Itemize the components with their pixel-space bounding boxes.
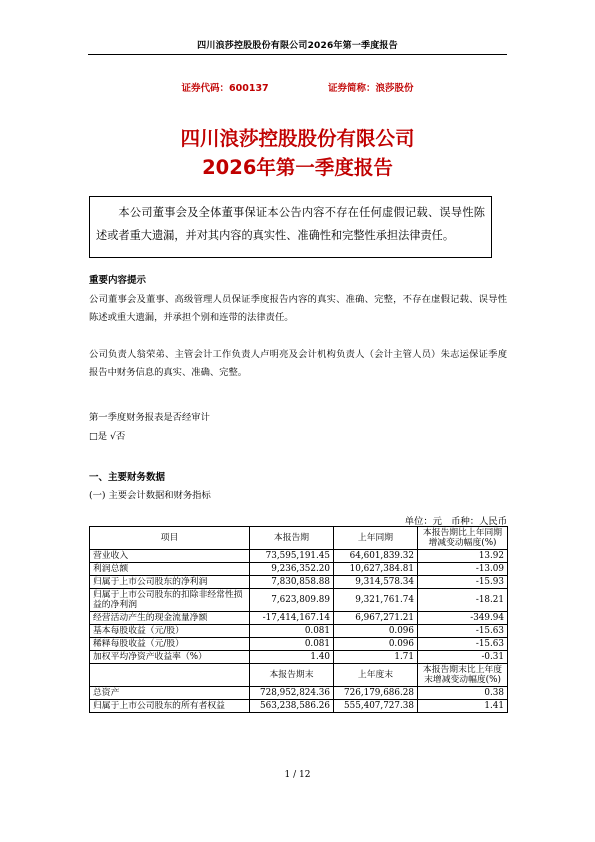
table-row bbox=[90, 651, 508, 664]
important-para-1: 公司董事会及董事、高级管理人员保证季度报告内容的真实、准确、完整，不存在虚假记载、误导性陈述或重大遗漏，并承担个别和连带的法律责任。 bbox=[89, 294, 507, 323]
table-header-cell: 上年同期 bbox=[334, 527, 418, 550]
table-cell: 728,952,824.36 bbox=[250, 687, 334, 700]
report-title-period: 2026年第一季度报告 bbox=[202, 156, 393, 179]
table-row bbox=[90, 625, 508, 638]
report-title-company: 四川浪莎控股股份有限公司 bbox=[180, 127, 415, 150]
table-cell: -15.63 bbox=[418, 625, 508, 638]
table-cell: 归属于上市公司股东的净利润 bbox=[90, 576, 250, 589]
table-cell: 563,238,586.26 bbox=[250, 700, 334, 713]
table-cell: 726,179,686.28 bbox=[334, 687, 418, 700]
important-heading: 重要内容提示 bbox=[89, 275, 147, 286]
board-notice: 本公司董事会及全体董事保证本公告内容不存在任何虚假记载、误导性陈述或者重大遗漏，并对其内容的真实性、准确性和完整性承担法律责任。 bbox=[89, 196, 492, 258]
table-cell: 64,601,839.32 bbox=[334, 550, 418, 563]
table-cell: 1.41 bbox=[418, 700, 508, 713]
table-cell: 归属于上市公司股东的扣除非经常性损益的净利润 bbox=[90, 589, 250, 612]
table-header-cell: 本报告期 bbox=[250, 527, 334, 550]
table-header-row bbox=[90, 664, 508, 687]
security-info bbox=[0, 80, 595, 94]
audit-question: 第一季度财务报表是否经审计 bbox=[89, 412, 210, 423]
table-header-cell bbox=[90, 664, 250, 687]
running-header: 四川浪莎控股股份有限公司2026年第一季度报告 bbox=[197, 41, 398, 51]
table-cell: 9,236,352.20 bbox=[250, 563, 334, 576]
table-header-cell: 上年度末 bbox=[334, 664, 418, 687]
table-cell: 0.38 bbox=[418, 687, 508, 700]
table-cell: 0.096 bbox=[334, 625, 418, 638]
table-cell: 0.096 bbox=[334, 638, 418, 651]
table-cell: 1.71 bbox=[334, 651, 418, 664]
table-row bbox=[90, 563, 508, 576]
table-cell: -349.94 bbox=[418, 612, 508, 625]
table-cell: 9,314,578.34 bbox=[334, 576, 418, 589]
table-cell: 归属于上市公司股东的所有者权益 bbox=[90, 700, 250, 713]
table-cell: -0.31 bbox=[418, 651, 508, 664]
table-row bbox=[90, 687, 508, 700]
table-cell: 0.081 bbox=[250, 625, 334, 638]
financial-table bbox=[89, 526, 508, 713]
table-cell: 营业收入 bbox=[90, 550, 250, 563]
table-cell: 9,321,761.74 bbox=[334, 589, 418, 612]
table-cell: -15.93 bbox=[418, 576, 508, 589]
table-cell: 经营活动产生的现金流量净额 bbox=[90, 612, 250, 625]
table-cell: 0.081 bbox=[250, 638, 334, 651]
section-financial-sub: (一) 主要会计数据和财务指标 bbox=[89, 490, 211, 501]
table-row bbox=[90, 638, 508, 651]
table-cell: -17,414,167.14 bbox=[250, 612, 334, 625]
table-cell: 利润总额 bbox=[90, 563, 250, 576]
table-row bbox=[90, 612, 508, 625]
table-cell: 基本每股收益（元/股） bbox=[90, 625, 250, 638]
table-header-row bbox=[90, 527, 508, 550]
table-row bbox=[90, 589, 508, 612]
table-cell: 10,627,384.81 bbox=[334, 563, 418, 576]
audit-answer: □是 √否 bbox=[89, 431, 126, 442]
table-cell: -15.63 bbox=[418, 638, 508, 651]
table-cell: 1.40 bbox=[250, 651, 334, 664]
table-header-cell: 本报告期末比上年度末增减变动幅度(%) bbox=[418, 664, 508, 687]
important-para-2: 公司负责人翁荣弟、主管会计工作负责人卢明亮及会计机构负责人（会计主管人员）朱志运保证季度报告中财务信息的真实、准确、完整。 bbox=[89, 349, 507, 378]
table-cell: -13.09 bbox=[418, 563, 508, 576]
security-code: 证券代码：600137 bbox=[181, 83, 269, 94]
table-cell: -18.21 bbox=[418, 589, 508, 612]
table-cell: 13.92 bbox=[418, 550, 508, 563]
table-header-cell: 本报告期比上年同期增减变动幅度(%) bbox=[418, 527, 508, 550]
security-abbr: 证券简称：浪莎股份 bbox=[327, 83, 414, 94]
table-cell: 7,830,858.88 bbox=[250, 576, 334, 589]
page-number: 1 / 12 bbox=[284, 770, 311, 780]
report-title bbox=[0, 124, 595, 182]
table-cell: 加权平均净资产收益率（%） bbox=[90, 651, 250, 664]
table-header-cell: 项目 bbox=[90, 527, 250, 550]
table-cell: 7,623,809.89 bbox=[250, 589, 334, 612]
table-cell: 73,595,191.45 bbox=[250, 550, 334, 563]
table-cell: 555,407,727.38 bbox=[334, 700, 418, 713]
table-row bbox=[90, 576, 508, 589]
header-rule bbox=[88, 54, 507, 55]
table-header-cell: 本报告期末 bbox=[250, 664, 334, 687]
section-financial-heading: 一、主要财务数据 bbox=[89, 472, 166, 483]
table-row bbox=[90, 550, 508, 563]
table-cell: 总资产 bbox=[90, 687, 250, 700]
table-row bbox=[90, 700, 508, 713]
table-cell: 稀释每股收益（元/股） bbox=[90, 638, 250, 651]
table-cell: 6,967,271.21 bbox=[334, 612, 418, 625]
unit-currency: 单位：元 币种：人民币 bbox=[404, 516, 507, 527]
